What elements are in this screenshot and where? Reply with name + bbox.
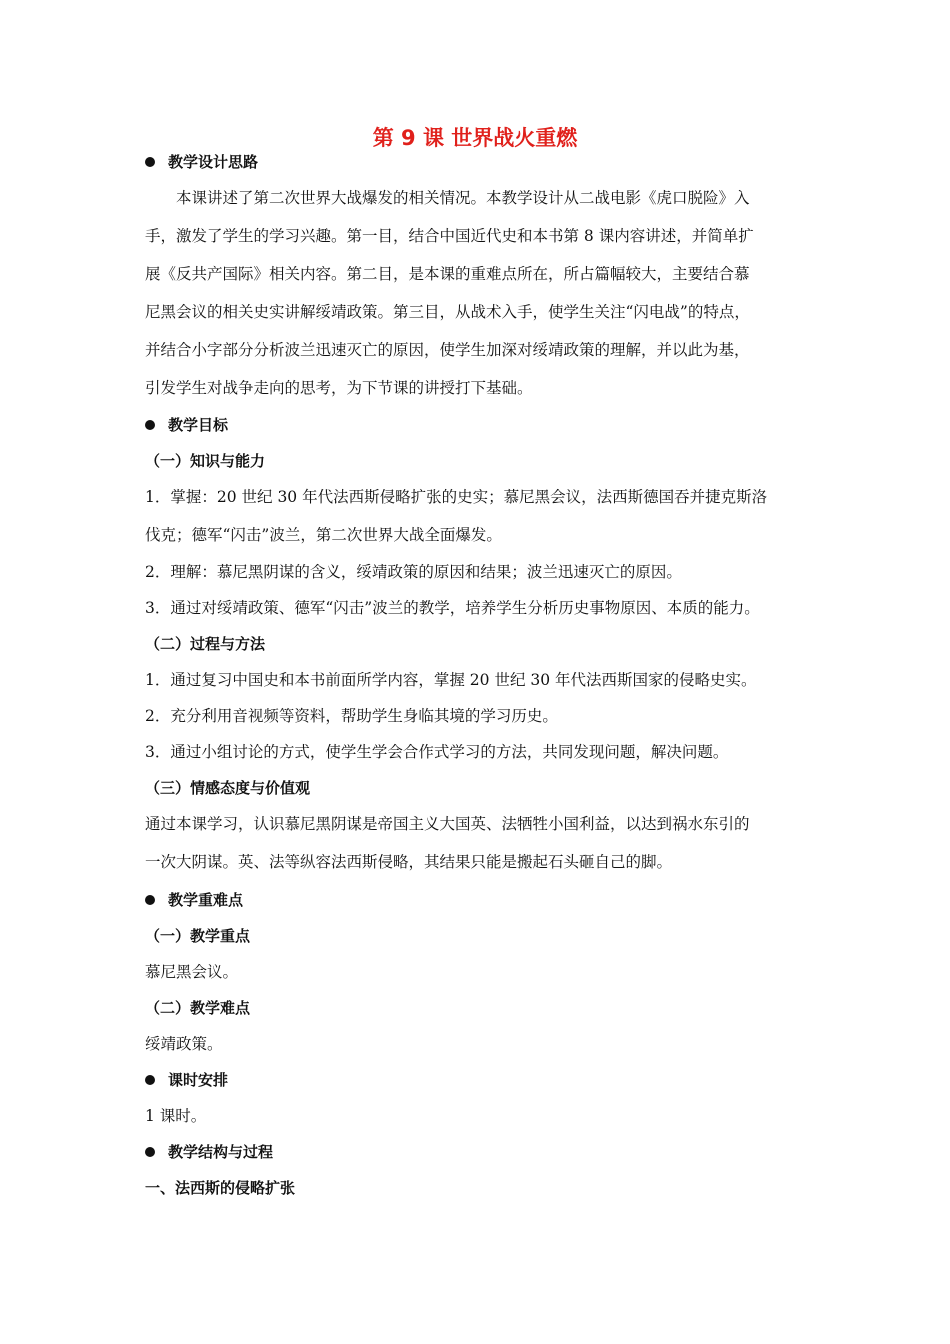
section-heading-goals: 教学目标 [145, 415, 228, 435]
paragraph-line: 手，激发了学生的学习兴趣。第一目，结合中国近代史和本书第 8 课内容讲述，并简单扩 [145, 227, 754, 245]
paragraph-line: 引发学生对战争走向的思考，为下节课的讲授打下基础。 [145, 379, 533, 397]
section-heading-structure: 教学结构与过程 [145, 1142, 273, 1162]
paragraph-line: 1．通过复习中国史和本书前面所学内容，掌握 20 世纪 30 年代法西斯国家的侵略史实。 [145, 671, 757, 689]
subheading-values: （三）情感态度与价值观 [145, 779, 311, 797]
bullet-icon [145, 1147, 155, 1157]
paragraph-line: 伐克；德军“闪击”波兰，第二次世界大战全面爆发。 [145, 526, 502, 544]
paragraph-line: 并结合小字部分分析波兰迅速灭亡的原因，使学生加深对绥靖政策的理解，并以此为基， [145, 341, 750, 359]
bullet-icon [145, 895, 155, 905]
paragraph-line: 1．掌握：20 世纪 30 年代法西斯侵略扩张的史实；慕尼黑会议，法西斯德国吞并捷克斯洛 [145, 488, 768, 506]
subheading-process: （二）过程与方法 [145, 635, 266, 653]
bullet-icon [145, 157, 155, 167]
paragraph-line: 展《反共产国际》相关内容。第二目，是本课的重难点所在，所占篇幅较大，主要结合慕 [145, 265, 750, 283]
paragraph-line: 1 课时。 [145, 1107, 207, 1125]
subheading-key-point: （一）教学重点 [145, 927, 251, 945]
subheading-difficult-point: （二）教学难点 [145, 999, 251, 1017]
section-heading-schedule: 课时安排 [145, 1070, 228, 1090]
paragraph-line: 2．理解：慕尼黑阴谋的含义，绥靖政策的原因和结果；波兰迅速灭亡的原因。 [145, 563, 682, 581]
section-heading-key: 教学重难点 [145, 890, 243, 910]
paragraph-line: 3．通过小组讨论的方式，使学生学会合作式学习的方法，共同发现问题，解决问题。 [145, 743, 729, 761]
paragraph-line: 本课讲述了第二次世界大战爆发的相关情况。本教学设计从二战电影《虎口脱险》入 [176, 189, 750, 207]
subheading-knowledge: （一）知识与能力 [145, 452, 266, 470]
section-heading-design: 教学设计思路 [145, 152, 258, 172]
part-heading: 一、法西斯的侵略扩张 [145, 1179, 296, 1197]
paragraph-line: 绥靖政策。 [145, 1035, 223, 1053]
bullet-icon [145, 1075, 155, 1085]
paragraph-line: 2．充分利用音视频等资料，帮助学生身临其境的学习历史。 [145, 707, 558, 725]
paragraph-line: 通过本课学习，认识慕尼黑阴谋是帝国主义大国英、法牺牲小国利益，以达到祸水东引的 [145, 815, 750, 833]
paragraph-line: 3．通过对绥靖政策、德军“闪击”波兰的教学，培养学生分析历史事物原因、本质的能力。 [145, 599, 760, 617]
paragraph-line: 慕尼黑会议。 [145, 963, 239, 981]
paragraph-line: 尼黑会议的相关史实讲解绥靖政策。第三目，从战术入手，使学生关注“闪电战”的特点， [145, 303, 750, 321]
lesson-title: 第 9 课 世界战火重燃 [372, 126, 578, 150]
bullet-icon [145, 420, 155, 430]
paragraph-line: 一次大阴谋。英、法等纵容法西斯侵略，其结果只能是搬起石头砸自己的脚。 [145, 853, 673, 871]
